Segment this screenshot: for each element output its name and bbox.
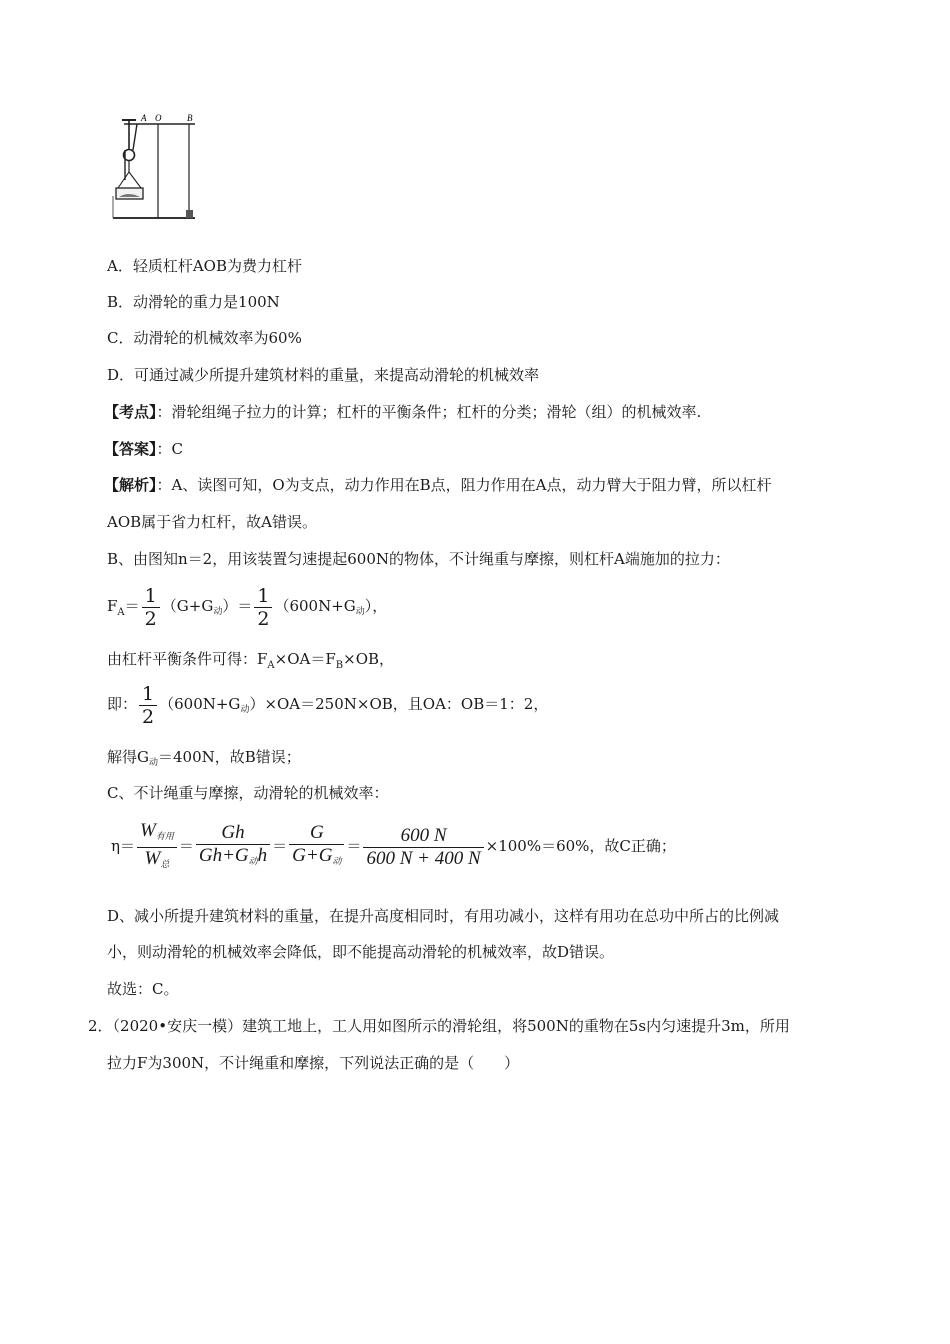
eta-den3-dong: 动	[332, 856, 342, 866]
guxuan-line: 故选：C。	[107, 980, 179, 998]
ji-post: ）×OA＝250N×OB，且OA：OB＝1：2，	[249, 695, 549, 713]
fa-one-2: 1	[254, 585, 272, 608]
option-d: D．可通过减少所提升建筑材料的重量，来提高动滑轮的机械效率	[107, 366, 540, 384]
fa-paren1: （G+G	[161, 597, 214, 615]
fa-close2: ），	[364, 597, 388, 615]
eta-den3a: G+G	[292, 845, 333, 866]
fa-eq: ＝	[124, 597, 140, 615]
answer-line	[104, 438, 183, 460]
lever-balance-line	[107, 648, 394, 677]
c-line: C、不计绳重与摩擦，动滑轮的机械效率：	[107, 784, 389, 802]
eta-w-total	[137, 848, 177, 875]
fa-paren2: （600N+G	[274, 597, 356, 615]
eta-eq-1: ＝	[120, 837, 136, 855]
option-a: A．轻质杠杆AOB为费力杠杆	[107, 257, 302, 275]
eta-eq-3: ＝	[272, 837, 288, 855]
b-line: B、由图知n＝2，用该装置匀速提起600N的物体，不计绳重与摩擦，则杠杆A端施加的拉力：	[107, 550, 730, 568]
answer-label: 【答案】	[104, 440, 157, 458]
fa-two: 2	[144, 607, 157, 630]
fa-two-2: 2	[257, 607, 270, 630]
fa-one: 1	[142, 585, 160, 608]
fa-f: F	[107, 597, 118, 615]
eta-den-3	[289, 845, 344, 872]
ji-dong: 动	[240, 705, 250, 715]
fa-sub: A	[117, 607, 125, 618]
option-c: C．动滑轮的机械效率为60%	[107, 329, 302, 347]
lever-sub-a: A	[267, 660, 275, 671]
eta-g: G	[289, 822, 344, 845]
label-o: O	[155, 113, 162, 123]
ji-pre: 即：	[107, 695, 138, 713]
eta-gh: Gh	[196, 822, 270, 845]
eta-w2: W	[144, 847, 161, 869]
d-line-2: 小，则动滑轮的机械效率会降低，即不能提高动滑轮的机械效率，故D错误。	[107, 943, 615, 961]
jiede-pre: 解得G	[107, 748, 149, 766]
answer-text: ：C	[156, 440, 183, 458]
eta-den2-dong: 动	[248, 856, 258, 866]
fa-dong-1: 动	[213, 607, 223, 617]
eta-den-2	[196, 845, 270, 872]
d-line-1: D、减小所提升建筑材料的重量，在提升高度相同时，有用功减小，这样有用功在总功中所占的比例减	[107, 907, 780, 925]
analysis-a1: ：A、读图可知，O为支点，动力作用在B点，阻力作用在A点，动力臂大于阻力臂，所以杠杆	[156, 476, 772, 494]
eta-formula	[111, 818, 676, 875]
fa-close1: ）＝	[222, 597, 253, 615]
question-2-line-1: 2．（2020•安庆一模）建筑工地上，工人用如图所示的滑轮组，将500N的重物在5s内匀速提升3m，所用	[88, 1017, 790, 1035]
ji-two: 2	[142, 705, 155, 728]
eta-w2-sub: 总	[160, 858, 170, 869]
eta-w1-sub: 有用	[155, 830, 174, 841]
lever-mid: ×OA＝F	[274, 650, 336, 668]
eta-fraction-4	[363, 825, 483, 870]
label-b: B	[187, 113, 193, 123]
kaodian-line	[104, 401, 701, 423]
label-a: A	[141, 113, 147, 123]
eta-eq-2: ＝	[178, 837, 194, 855]
analysis-a2: AOB属于省力杠杆，故A错误。	[107, 513, 317, 531]
eta-fraction-2	[196, 822, 270, 872]
kaodian-label: 【考点】	[104, 403, 157, 421]
eta-fraction-3	[289, 822, 344, 872]
ji-fraction	[139, 683, 157, 728]
analysis-label: 【解析】	[104, 476, 157, 494]
jiede-post: ＝400N，故B错误；	[158, 748, 301, 766]
eta-fraction-1	[137, 820, 177, 875]
option-b: B．动滑轮的重力是100N	[107, 293, 280, 311]
lever-post: ×OB，	[343, 650, 395, 668]
eta-w1: W	[140, 819, 156, 841]
ji-paren: （600N+G	[159, 695, 241, 713]
jiede-dong: 动	[148, 758, 158, 768]
eta-tail: ×100%＝60%，故C正确；	[485, 837, 676, 855]
lever-sub-b: B	[335, 660, 344, 671]
ji-one: 1	[139, 683, 157, 706]
eta-eq-4: ＝	[346, 837, 362, 855]
fa-fraction-2	[254, 585, 272, 630]
eta-den2b: h	[257, 845, 268, 866]
fa-dong-2: 动	[355, 607, 365, 617]
eta-d4: 600 N + 400 N	[366, 847, 481, 869]
ji-line	[107, 681, 548, 733]
fa-formula	[107, 583, 387, 636]
lever-pre: 由杠杆平衡条件可得：F	[107, 650, 268, 668]
eta-n4: 600 N	[363, 825, 483, 848]
lever-pulley-diagram	[110, 110, 210, 222]
eta-den2a: Gh+G	[198, 845, 249, 866]
eta-symbol: η	[111, 837, 120, 855]
eta-w-useful	[137, 820, 177, 848]
kaodian-text: ：滑轮组绳子拉力的计算；杠杆的平衡条件；杠杆的分类；滑轮（组）的机械效率.	[156, 403, 702, 421]
question-2-line-2: 拉力F为300N，不计绳重和摩擦，下列说法正确的是（ ）	[107, 1054, 520, 1072]
jiede-line	[107, 746, 301, 774]
analysis-line-1	[104, 474, 772, 496]
fa-fraction-1	[142, 585, 160, 630]
